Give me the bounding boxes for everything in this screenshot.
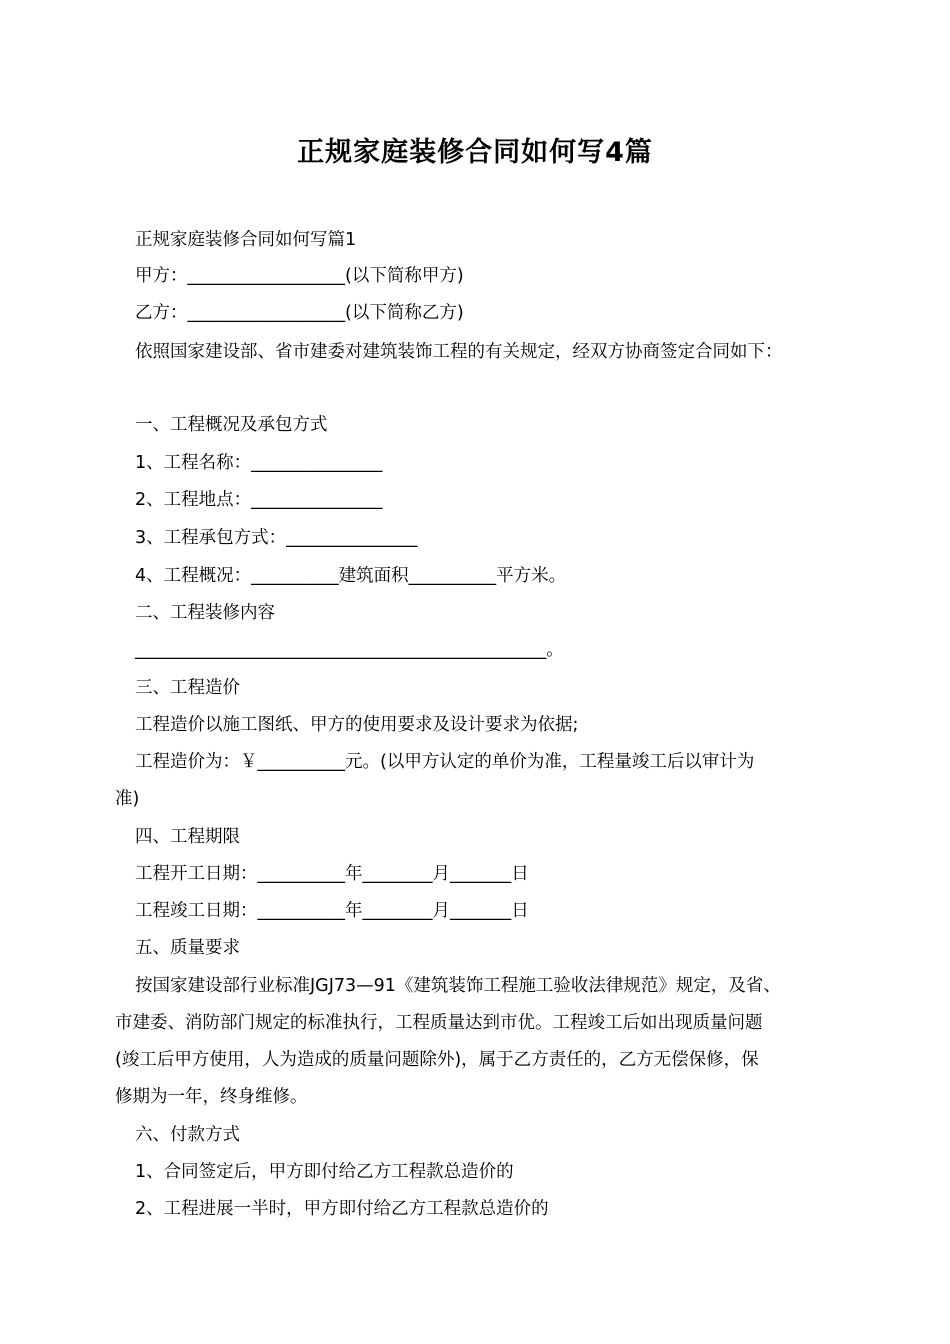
content-blank-line: _______________________________________________。 (135, 640, 564, 660)
project-overview-line: 4、工程概况：__________建筑面积__________平方米。 (135, 566, 567, 586)
end-date-line: 工程竣工日期：__________年________月_______日 (135, 901, 529, 921)
start-date-line: 工程开工日期：__________年________月_______日 (135, 864, 529, 884)
heading-1: 一、工程概况及承包方式 (135, 415, 328, 435)
party-a-line: 甲方：__________________(以下简称甲方) (135, 266, 464, 286)
quality-paragraph-4: 修期为一年，终身维修。 (115, 1087, 308, 1107)
heading-3: 三、工程造价 (135, 678, 240, 698)
project-name-line: 1、工程名称：_______________ (135, 453, 383, 473)
contract-method-line: 3、工程承包方式：_______________ (135, 528, 418, 548)
quality-paragraph-1: 按国家建设部行业标准JGJ73—91《建筑装饰工程施工验收法律规范》规定，及省、 (135, 976, 781, 996)
intro-paragraph: 依照国家建设部、省市建委对建筑装饰工程的有关规定，经双方协商签定合同如下： (135, 342, 783, 362)
cost-amount-line-cont: 准) (115, 789, 140, 809)
project-location-line: 2、工程地点：_______________ (135, 490, 383, 510)
document-title: 正规家庭装修合同如何写4篇 (297, 137, 653, 168)
cost-amount-line: 工程造价为：￥__________元。(以甲方认定的单价为准，工程量竣工后以审计为 (135, 752, 755, 772)
party-b-line: 乙方：__________________(以下简称乙方) (135, 303, 464, 323)
payment-item-1: 1、合同签定后，甲方即付给乙方工程款总造价的 (135, 1162, 514, 1182)
heading-6: 六、付款方式 (135, 1125, 240, 1145)
heading-5: 五、质量要求 (135, 938, 240, 958)
cost-basis-line: 工程造价以施工图纸、甲方的使用要求及设计要求为依据; (135, 715, 579, 735)
heading-2: 二、工程装修内容 (135, 603, 275, 623)
section-heading: 正规家庭装修合同如何写篇1 (135, 230, 357, 250)
quality-paragraph-3: (竣工后甲方使用，人为造成的质量问题除外)，属于乙方责任的，乙方无偿保修，保 (115, 1050, 759, 1070)
payment-item-2: 2、工程进展一半时，甲方即付给乙方工程款总造价的 (135, 1199, 549, 1219)
quality-paragraph-2: 市建委、消防部门规定的标准执行，工程质量达到市优。工程竣工后如出现质量问题 (115, 1013, 763, 1033)
heading-4: 四、工程期限 (135, 827, 240, 847)
